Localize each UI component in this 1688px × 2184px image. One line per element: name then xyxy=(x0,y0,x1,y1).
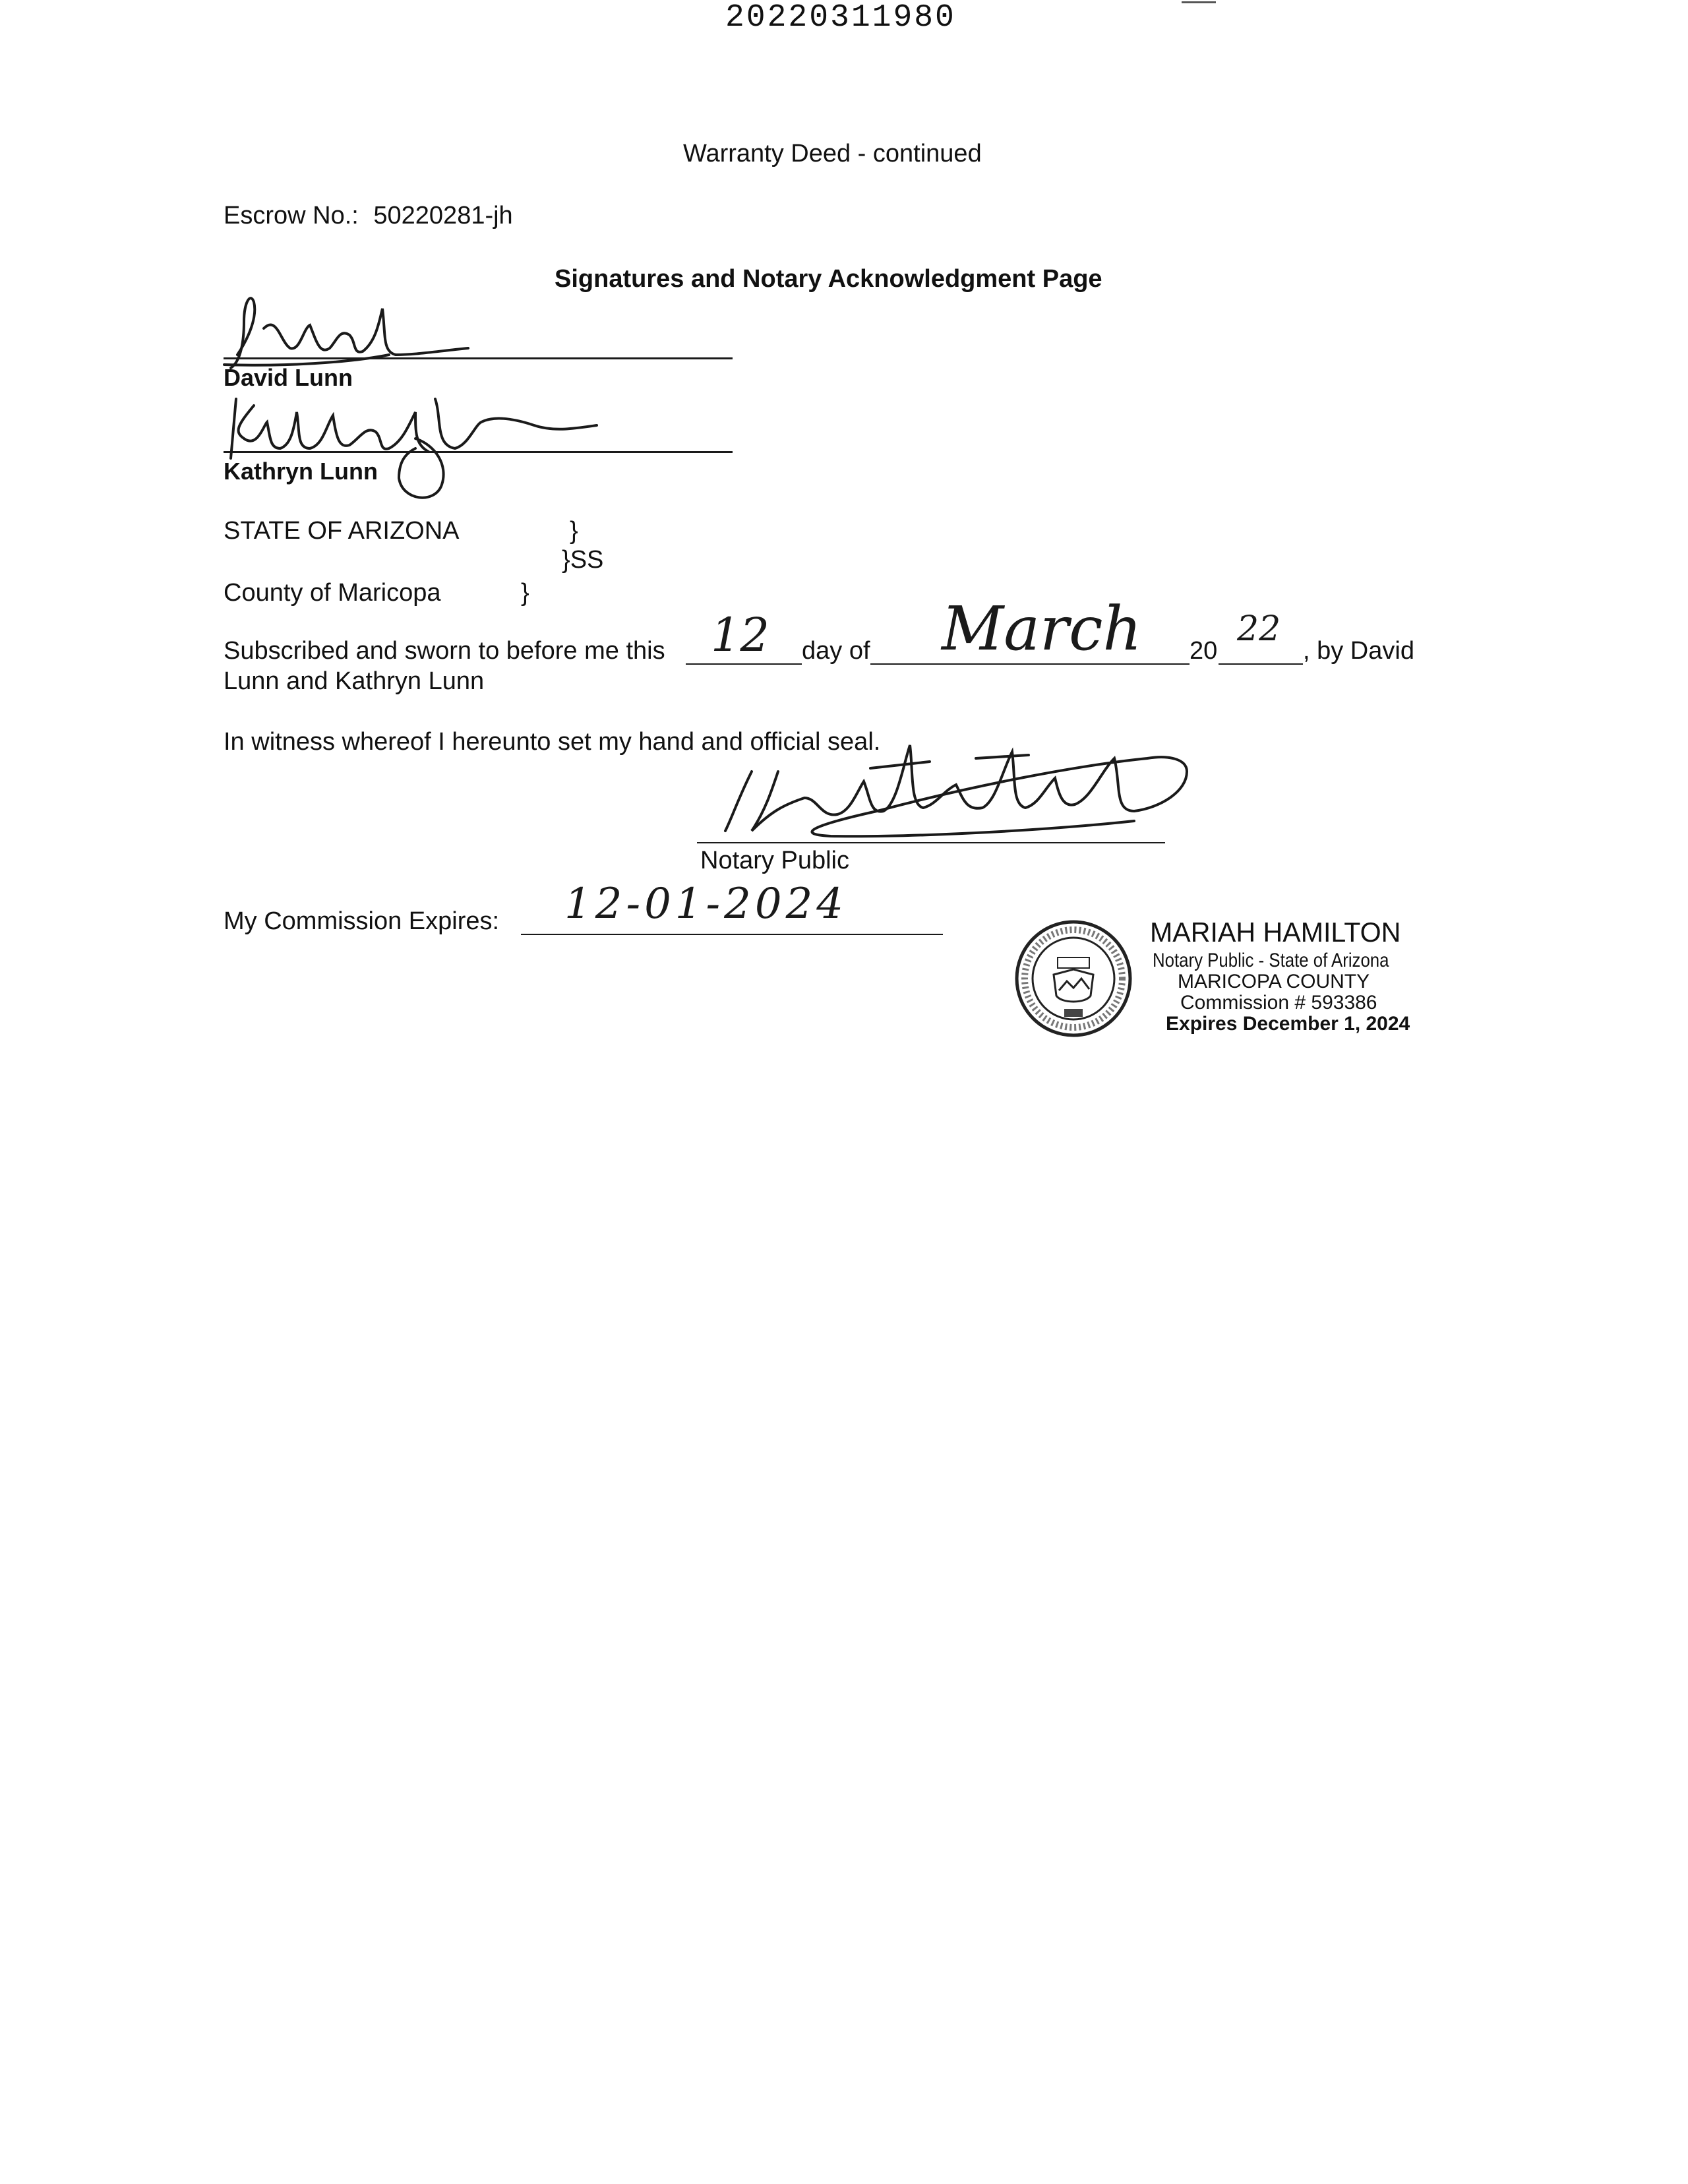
ack-day-of: day of xyxy=(802,637,870,665)
venue-brace-1: } xyxy=(570,517,578,545)
ack-prefix: Subscribed and sworn to before me this xyxy=(224,637,665,665)
day-value: 12 xyxy=(711,608,770,662)
escrow-line xyxy=(224,202,513,230)
notary-public-label: Notary Public xyxy=(700,847,849,874)
ack-year-prefix: 20 xyxy=(1190,637,1218,665)
stamp-line-2: MARICOPA COUNTY xyxy=(1178,971,1370,992)
escrow-label: Escrow No.: xyxy=(224,202,359,229)
signer-name-kathryn: Kathryn Lunn xyxy=(224,458,378,485)
venue-county: County of Maricopa xyxy=(224,579,441,607)
signer-name-david: David Lunn xyxy=(224,364,353,391)
venue-brace-2: } xyxy=(521,579,529,607)
ack-suffix: , by David xyxy=(1303,637,1414,665)
venue-state: STATE OF ARIZONA xyxy=(224,517,460,545)
escrow-number: 50220281-jh xyxy=(373,202,513,229)
deed-title: Warranty Deed - continued xyxy=(683,140,982,167)
notary-signature xyxy=(712,732,1200,844)
month-value: March xyxy=(942,593,1142,664)
document-number: 20220311980 xyxy=(725,0,956,36)
commission-value: 12-01-2024 xyxy=(564,880,847,928)
david-signature-line xyxy=(224,357,733,359)
section-title: Signatures and Notary Acknowledgment Page xyxy=(555,265,1102,293)
day-blank-line xyxy=(686,663,802,665)
commission-blank-line xyxy=(521,934,943,935)
stamp-line-1: Notary Public - State of Arizona xyxy=(1153,950,1389,971)
commission-label: My Commission Expires: xyxy=(224,907,500,935)
ack-line-2: Lunn and Kathryn Lunn xyxy=(224,667,485,695)
stamp-name: MARIAH HAMILTON xyxy=(1150,917,1401,948)
year-value: 22 xyxy=(1237,609,1281,649)
kathryn-signature-line xyxy=(224,451,733,453)
arizona-state-seal-icon xyxy=(1013,918,1134,1039)
year-blank-line xyxy=(1219,663,1303,665)
notary-signature-line xyxy=(697,842,1165,843)
stamp-line-3: Commission # 593386 xyxy=(1180,992,1377,1014)
witness-statement: In witness whereof I hereunto set my hand and official seal. xyxy=(224,728,881,756)
stamp-line-4: Expires December 1, 2024 xyxy=(1166,1013,1410,1035)
venue-ss: }SS xyxy=(562,546,604,574)
top-divider xyxy=(1182,1,1216,3)
